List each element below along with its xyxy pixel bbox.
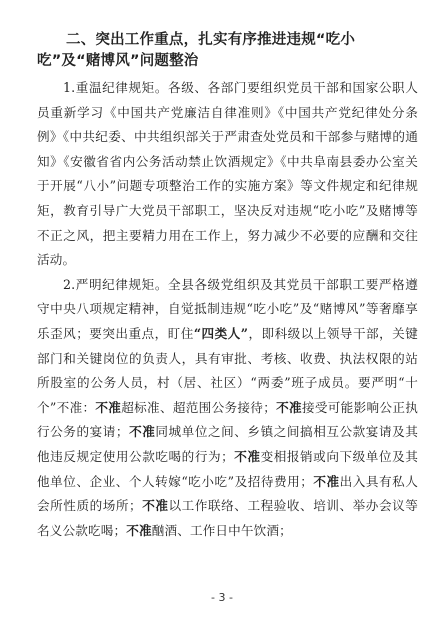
rule-1-text: 超标准、超范围公务接待； — [121, 399, 276, 415]
page-number: - 3 - — [211, 591, 233, 604]
item-2-body-a: 全县各级党组织及其党员干部职工要严格遵守中央八项规定精神，自觉抵制违规“吃小吃”及“赌博风”等奢靡享乐歪风；要突出重点，盯住 — [37, 276, 418, 341]
rule-2-text: 接受可能影响公正执行公务的宴请； — [37, 399, 418, 440]
rule-2-prefix: 不准 — [275, 399, 302, 415]
section-heading: 二、突出工作重点，扎实有序推进违规“吃小吃”及“赌博风”问题整治 — [37, 32, 356, 69]
rule-7-text: 酗酒、工作日中午饮酒； — [151, 522, 292, 538]
rule-4-text: 变相报销或向下级单位及其他单位、企业、个人转嫁“吃小吃”及招待费用； — [37, 448, 418, 489]
item-1-number: 1. — [63, 80, 76, 95]
rule-5-prefix: 不准 — [313, 473, 340, 489]
item-2-title: 严明纪律规矩。 — [75, 276, 169, 292]
paragraph-item-2 — [37, 273, 418, 544]
rule-4-prefix: 不准 — [233, 448, 261, 464]
rule-7-prefix: 不准 — [126, 522, 152, 538]
paragraph-item-1 — [37, 76, 418, 273]
rule-5-text: 出入具有私人会所性质的场所； — [37, 473, 418, 514]
rule-3-text: 同城单位之间、乡镇之间搞相互公款宴请及其他违反规定使用公款吃喝的行为； — [37, 424, 418, 464]
item-1-title: 重温纪律规矩。 — [75, 80, 169, 95]
rule-6-prefix: 不准 — [141, 498, 169, 514]
item-2-number: 2. — [63, 276, 76, 292]
rule-3-prefix: 不准 — [128, 424, 156, 440]
document-body — [37, 30, 418, 543]
rule-6-text: 以工作联络、工程验收、培训、举办会议等名义公款吃喝； — [37, 498, 418, 538]
item-2-body-b: ，即科级以上领导干部，关键部门和关键岗位的负责人，具有审批、考核、收费、执法权限的站所股室的公务人员，村（居、社区）“两委”班子成员。要严明“十个”不准： — [37, 325, 418, 415]
item-1-body: 各级、各部门要组织党员干部和国家公职人员重新学习《中国共产党廉洁自律准则》《中国共产党纪律处分条例》《中共纪委、中共组织部关于严肃查处党员和干部参与赌博的通知》《安徽省省内公务活动禁止饮酒规定》《中共阜南县委办公室关于开展“八小”问题专项整治工作的实施方案》等文件规定和纪律规矩，教育引导广大党员干部职工，坚决反对违规“吃小吃”及赌博等不正之风，把主要精力用在工作上，努力减少不必要的应酬和交往活动。 — [37, 80, 418, 268]
rule-1-prefix: 不准 — [95, 399, 122, 415]
key-group-label: “四类人” — [193, 325, 249, 341]
